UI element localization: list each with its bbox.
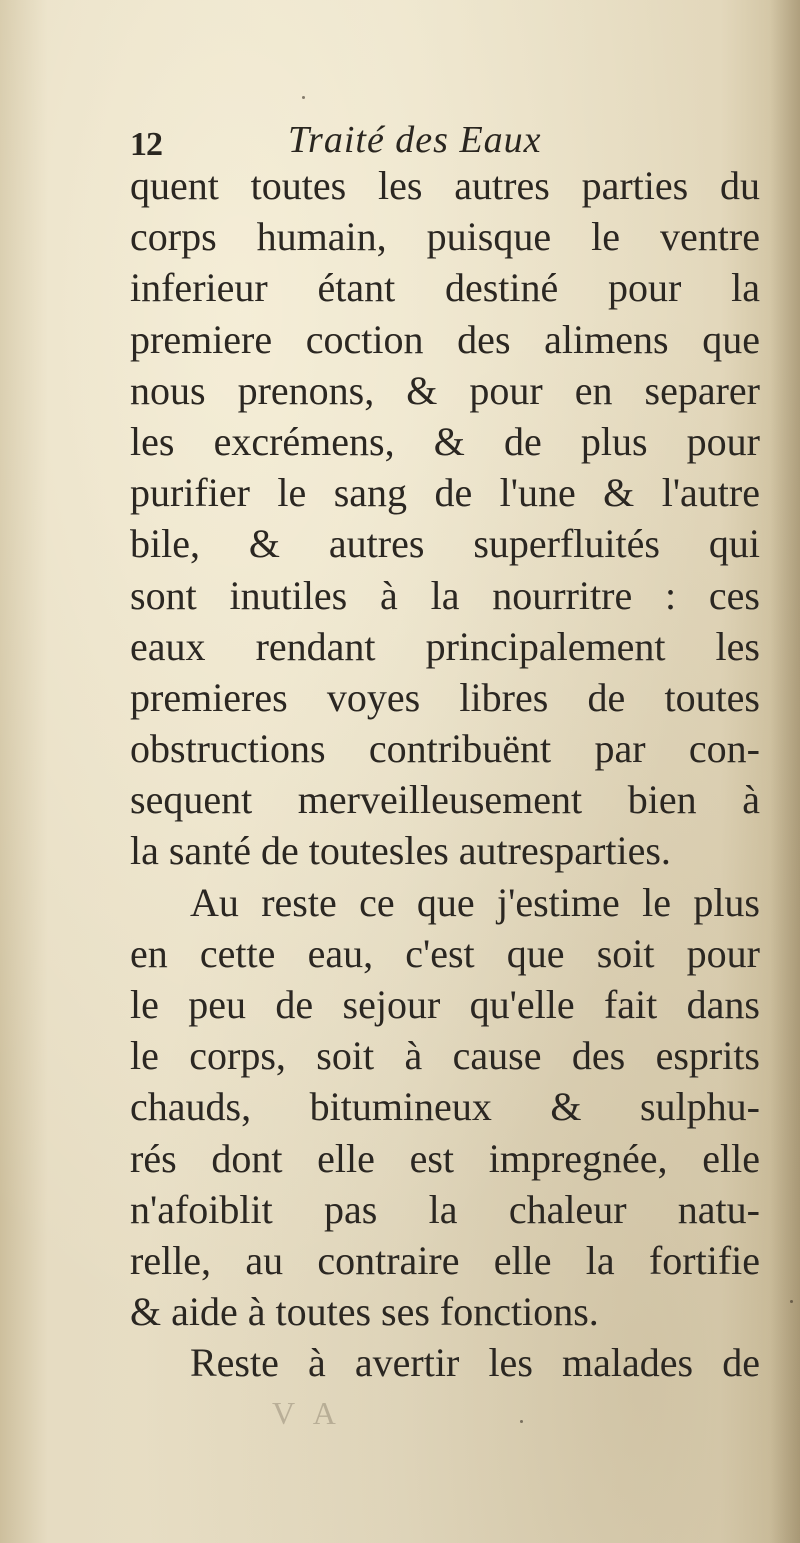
text-line: en cette eau, c'est que soit pour (130, 930, 760, 976)
text-line: le corps, soit à cause des esprits (130, 1033, 760, 1079)
text-line: n'afoiblit pas la chaleur natu- (130, 1186, 760, 1232)
paragraph-start-line: Au reste ce que j'estime le plus (190, 879, 760, 925)
running-head: Traité des Eaux (288, 119, 542, 161)
text-line: quent toutes les autres parties du (130, 163, 760, 208)
bleed-through-text: V A (272, 1395, 342, 1431)
page-edge-shadow (770, 0, 800, 1543)
text-line: sequent merveilleusement bien à (130, 777, 760, 823)
paragraph-start-line: Reste à avertir les malades de (190, 1340, 760, 1386)
text-line: bile, & autres superfluités qui (130, 521, 760, 567)
text-line: la santé de toutesles autresparties. (130, 828, 671, 874)
text-line: premiere coction des alimens que (130, 316, 760, 362)
text-line: chauds, bitumineux & sulphu- (130, 1084, 760, 1130)
ink-speck (302, 96, 305, 99)
text-line: le peu de sejour qu'elle fait dans (130, 982, 760, 1027)
text-line: eaux rendant principalement les (130, 623, 760, 669)
body-text (130, 160, 760, 1389)
text-line: les excrémens, & de plus pour (130, 418, 760, 464)
ink-speck (790, 1300, 793, 1303)
text-line: premieres voyes libres de toutes (130, 674, 760, 720)
text-line: rés dont elle est impregnée, elle (130, 1135, 760, 1181)
text-line: purifier le sang de l'une & l'autre (130, 470, 760, 516)
text-line: corps humain, puisque le ventre (130, 214, 760, 260)
text-line: sont inutiles à la nourritre : ces (130, 572, 760, 618)
ink-speck (520, 1420, 523, 1423)
text-line: obstructions contribuënt par con- (130, 726, 760, 772)
text-line: nous prenons, & pour en separer (130, 367, 760, 413)
text-line: & aide à toutes ses fonctions. (130, 1289, 599, 1335)
text-line: relle, au contraire elle la fortifie (130, 1237, 760, 1283)
page-number: 12 (130, 126, 162, 163)
text-line: inferieur étant destiné pour la (130, 265, 760, 311)
